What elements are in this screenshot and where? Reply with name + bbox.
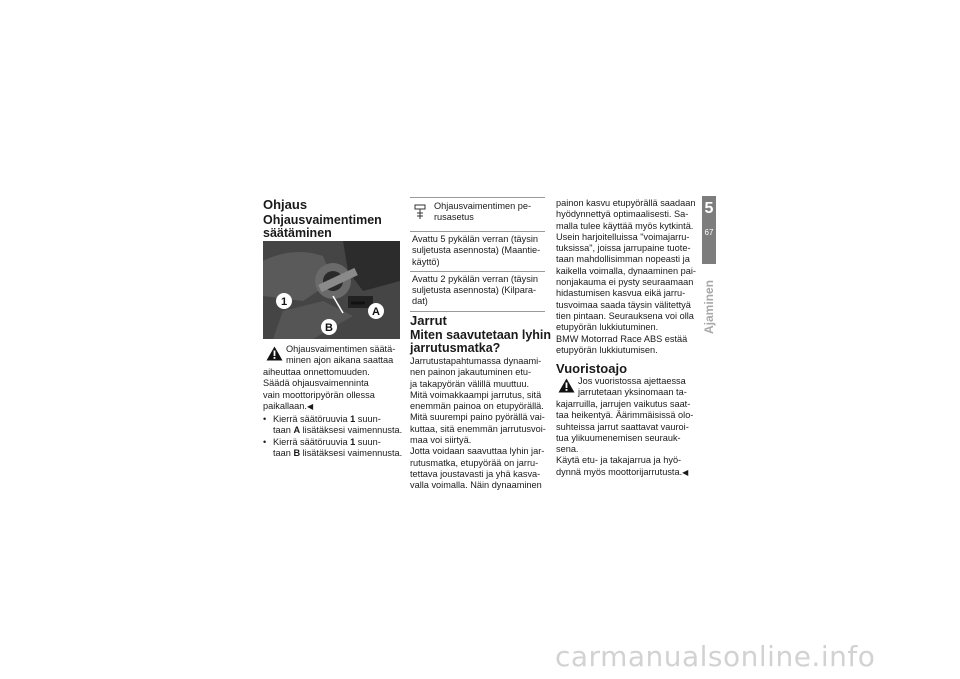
list-item: • Kierrä säätöruuvia 1 suun- taan A lisätäksesi vaimennusta. [263, 414, 403, 437]
page-number: 67 [704, 228, 714, 237]
list-item: • Kierrä säätöruuvia 1 suun- taan B lisätäksesi vaimennusta. [263, 437, 403, 460]
end-mark-icon: ◀ [306, 401, 314, 411]
watermark: carmanualsonline.info [555, 640, 876, 673]
photo-illustration [263, 241, 400, 339]
wrench-adjust-icon [414, 204, 426, 223]
settings-table [410, 197, 545, 312]
steering-damper-photo [263, 241, 400, 339]
mountain-warning-top: Jos vuoristossa ajettaessa jarrutetaan yksinomaan ta- [578, 376, 687, 398]
table-row: Avattu 5 pykälän verran (täysin suljetusta asennosta) (Maantie- käyttö) [410, 231, 545, 271]
chapter-tab [702, 196, 716, 264]
section-title-vuoristoajo: Vuoristoajo [556, 361, 628, 376]
braking-paragraph-cont: painon kasvu etupyörällä saadaan hyödynnettyä optimaalisesti. Sa- malla tulee käyttää myös kytkintä. Usein harjoitelluissa "voimajarru- tuksissa", joissa jarrupaine tuote- taan mahdollisimman nopeasti ja kaikella voimalla, dynaaminen pai- nonjakauma ei pysty seuraamaan hidastumisen kasvua eikä jarru- tusvoimaa saada täysin välitettyä tien pintaan. Seurauksena voi olla etupyörän lukkiutuminen. BMW Motorrad Race ABS estää etupyörän lukkiutumisen. [556, 198, 696, 355]
chapter-number: 5 [704, 200, 714, 217]
table-row: Avattu 2 pykälän verran (täysin suljetusta asennosta) (Kilpara- dat) [410, 271, 545, 311]
table-header: Ohjausvaimentimen pe- rusasetus [410, 198, 545, 231]
subtitle-line: säätäminen [263, 226, 332, 240]
callout-a: A [372, 306, 380, 318]
mountain-warning-rest: kajarruilla, jarrujen vaikutus saat- taa heikentyä. Äärimmäisissä olo- suhteissa jarrut saattavat vauroi- tua ylikuumenemisen seurauk- sena. Käytä etu- ja takajarrua ja hyö- dynnä myös moottorijarrutusta.◀ [556, 399, 694, 477]
subtitle-line: Ohjausvaimentimen [263, 213, 382, 227]
callout-1: 1 [280, 296, 288, 308]
subsection-title: Miten saavutetaan lyhin jarrutusmatka? [410, 328, 552, 355]
section-title-jarrut: Jarrut [410, 313, 447, 328]
callout-b: B [325, 322, 333, 334]
braking-paragraph: Jarrutustapahtumassa dynaami- nen painon jakautuminen etu- ja takapyörän välillä muuttuu. Mitä voimakkaampi jarrutus, sitä enemmän painoa on etupyörällä. Mitä suurempi paino pyörällä vai- kuttaa, sitä enemmän jarrutusvoi- maa voi siirtyä. Jotta voidaan saavuttaa lyhin jar- rutusmatka, etupyörää on jarru- tettava joustavasti ja yhä kasva- valla voimalla. Näin dynaaminen [410, 356, 546, 491]
warning-text-top: Ohjausvaimentimen säätä- minen ajon aikana saattaa [286, 344, 396, 366]
end-mark-icon: ◀ [682, 467, 689, 477]
bullet-list [263, 414, 403, 459]
warning-triangle-icon [558, 378, 575, 398]
chapter-title: Ajaminen [702, 280, 716, 335]
section-title-ohjaus: Ohjaus [263, 197, 308, 212]
warning-text-rest: aiheuttaa onnettomuuden. Säädä ohjausvaimenninta vain moottoripyörän ollessa paikallaan.◀ [263, 367, 375, 411]
subsection-title [263, 214, 382, 240]
warning-triangle-icon [266, 346, 283, 366]
